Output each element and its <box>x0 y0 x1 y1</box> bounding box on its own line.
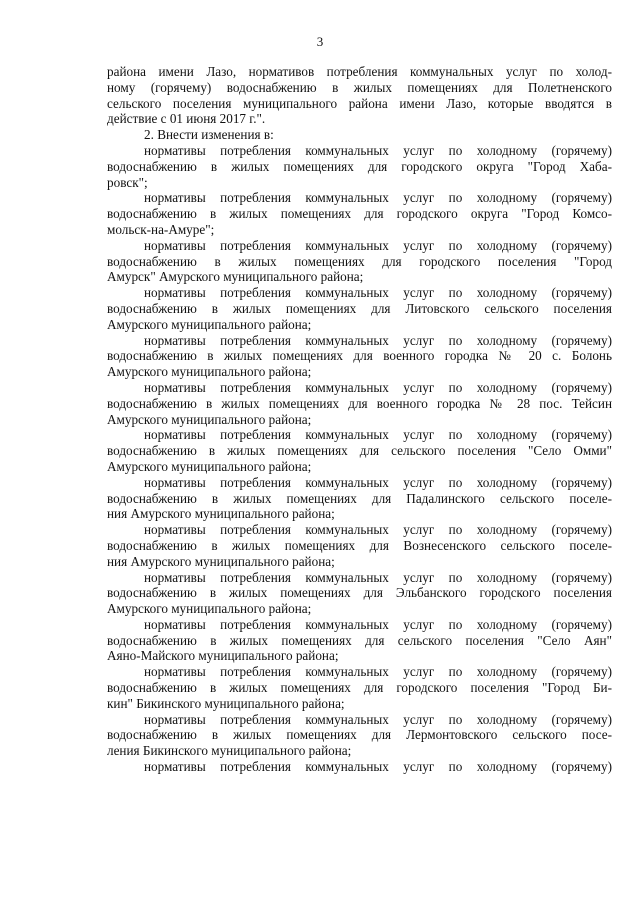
paragraph <box>107 64 612 127</box>
text-line: водоснабжению в жилых помещениях для сельского поселения "Село Аян" <box>107 632 612 648</box>
text-line: нормативы потребления коммунальных услуг по холодному (горячему) <box>144 474 612 490</box>
text-line: Аяно-Майского муниципального района; <box>107 648 339 664</box>
text-line: нормативы потребления коммунальных услуг по холодному (горячему) <box>144 285 612 301</box>
page-number: 3 <box>316 34 324 49</box>
paragraph <box>107 570 612 617</box>
text-line: действие с 01 июня 2017 г.". <box>107 111 266 127</box>
paragraph <box>107 238 612 285</box>
text-line: нормативы потребления коммунальных услуг по холодному (горячему) <box>144 379 612 395</box>
text-line: ному (горячему) водоснабжению в жилых помещениях для Полетненского <box>107 79 612 95</box>
paragraph <box>107 712 612 759</box>
text-line: сельского поселения муниципального района имени Лазо, которые вводятся в <box>107 95 612 111</box>
text-line: кин" Бикинского муниципального района; <box>107 695 345 711</box>
paragraph <box>107 664 612 711</box>
text-line: 2. Внести изменения в: <box>144 127 274 143</box>
text-line: нормативы потребления коммунальных услуг по холодному (горячему) <box>144 664 612 680</box>
text-line: водоснабжению в жилых помещениях для Падалинского сельского поселе- <box>107 490 612 506</box>
text-line: Амурского муниципального района; <box>107 316 312 332</box>
text-line: нормативы потребления коммунальных услуг по холодному (горячему) <box>144 759 612 775</box>
text-line: Амурского муниципального района; <box>107 458 312 474</box>
text-line: ровск"; <box>107 174 148 190</box>
paragraph <box>107 522 612 569</box>
text-line: водоснабжению в жилых помещениях для городского округа "Город Хаба- <box>107 158 612 174</box>
text-line: Амурского муниципального района; <box>107 601 312 617</box>
paragraph <box>107 475 612 522</box>
text-line: водоснабжению в жилых помещениях для военного городка № 20 с. Болонь <box>107 348 612 364</box>
text-line: нормативы потребления коммунальных услуг по холодному (горячему) <box>144 332 612 348</box>
paragraph <box>107 143 612 190</box>
text-line: нормативы потребления коммунальных услуг по холодному (горячему) <box>144 522 612 538</box>
text-line: нормативы потребления коммунальных услуг по холодному (горячему) <box>144 616 612 632</box>
text-line: нормативы потребления коммунальных услуг по холодному (горячему) <box>144 190 612 206</box>
text-line: нормативы потребления коммунальных услуг по холодному (горячему) <box>144 142 612 158</box>
document-body <box>107 64 612 775</box>
paragraph <box>107 285 612 332</box>
text-line: водоснабжению в жилых помещениях для городского поселения "Город Би- <box>107 680 612 696</box>
paragraph <box>107 617 612 664</box>
text-line: мольск-на-Амуре"; <box>107 221 215 237</box>
text-line: района имени Лазо, нормативов потребления коммунальных услуг по холод- <box>107 64 612 79</box>
paragraph <box>107 427 612 474</box>
text-line: нормативы потребления коммунальных услуг по холодному (горячему) <box>144 569 612 585</box>
text-line: Амурского муниципального района; <box>107 364 312 380</box>
text-line: Амурского муниципального района; <box>107 411 312 427</box>
text-line: водоснабжению в жилых помещениях для Вознесенского сельского поселе- <box>107 537 612 553</box>
paragraph <box>107 333 612 380</box>
text-line: нормативы потребления коммунальных услуг по холодному (горячему) <box>144 711 612 727</box>
text-line: Амурск" Амурского муниципального района; <box>107 269 364 285</box>
paragraph <box>107 759 612 775</box>
text-line: водоснабжению в жилых помещениях для городского округа "Город Комсо- <box>107 206 612 222</box>
paragraph <box>107 190 612 237</box>
text-line: нормативы потребления коммунальных услуг по холодному (горячему) <box>144 237 612 253</box>
text-line: водоснабжению в жилых помещениях для городского поселения "Город <box>107 253 612 269</box>
text-line: водоснабжению в жилых помещениях для Лермонтовского сельского посе- <box>107 727 612 743</box>
paragraph <box>107 380 612 427</box>
paragraph <box>107 127 612 143</box>
text-line: ния Амурского муниципального района; <box>107 553 335 569</box>
text-line: водоснабжению в жилых помещениях для сельского поселения "Село Омми" <box>107 443 612 459</box>
text-line: водоснабжению в жилых помещениях для военного городка № 28 пос. Тейсин <box>107 395 612 411</box>
text-line: водоснабжению в жилых помещениях для Литовского сельского поселения <box>107 300 612 316</box>
text-line: ния Амурского муниципального района; <box>107 506 335 522</box>
text-line: ления Бикинского муниципального района; <box>107 743 352 759</box>
text-line: нормативы потребления коммунальных услуг по холодному (горячему) <box>144 427 612 443</box>
text-line: водоснабжению в жилых помещениях для Эльбанского городского поселения <box>107 585 612 601</box>
